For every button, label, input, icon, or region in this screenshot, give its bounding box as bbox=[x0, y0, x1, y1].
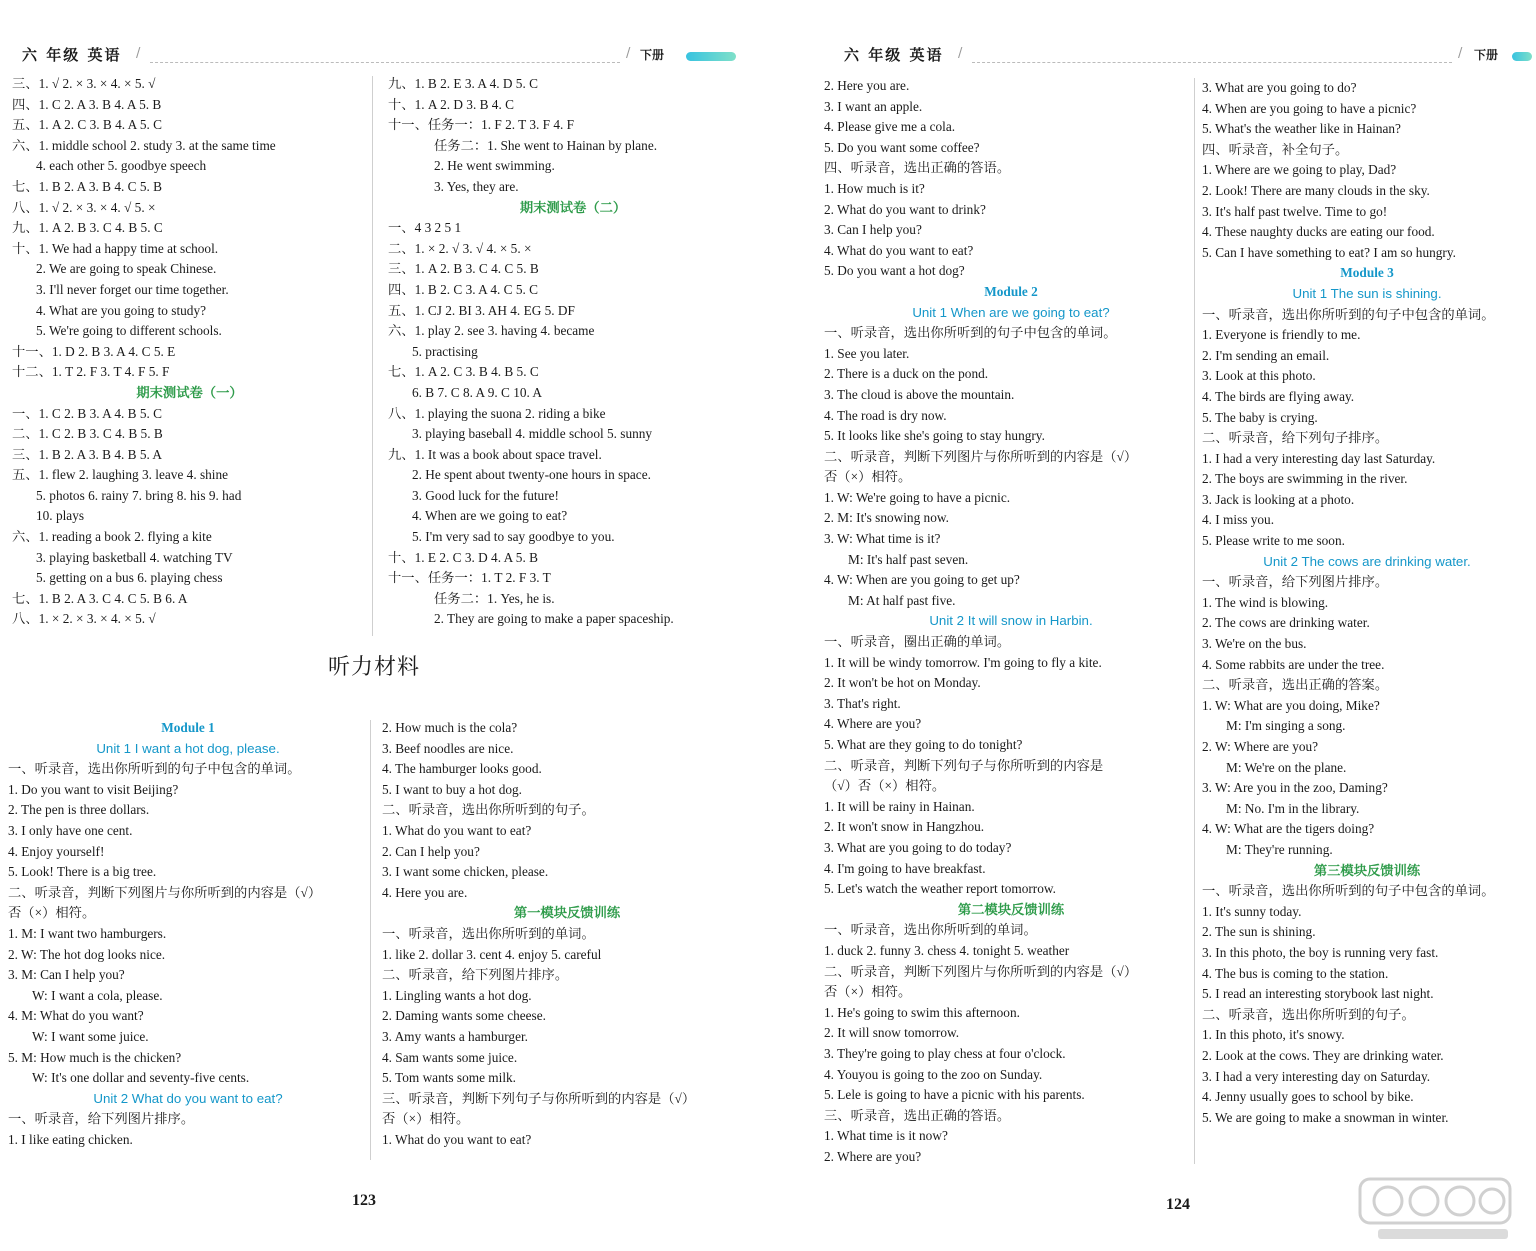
text-line: 5. M: How much is the chicken? bbox=[8, 1049, 182, 1065]
text-line: M: At half past five. bbox=[848, 592, 956, 608]
text-line: 4. Please give me a cola. bbox=[824, 119, 956, 135]
section-heading: Module 2 bbox=[984, 283, 1038, 299]
text-line: 五、1. CJ 2. BI 3. AH 4. EG 5. DF bbox=[388, 302, 575, 318]
text-line: 3. I'll never forget our time together. bbox=[36, 281, 229, 297]
text-line: 4. These naughty ducks are eating our food. bbox=[1202, 224, 1435, 240]
text-line: 4. W: When are you going to get up? bbox=[824, 572, 1020, 588]
text-line: 1. W: We're going to have a picnic. bbox=[824, 489, 1011, 505]
text-line: 3. playing baseball 4. middle school 5. sunny bbox=[412, 426, 653, 442]
text-line: 四、1. B 2. C 3. A 4. C 5. C bbox=[388, 281, 538, 297]
text-line: 1. It's sunny today. bbox=[1202, 903, 1302, 919]
text-line: 4. What do you want to eat? bbox=[824, 242, 974, 258]
text-line: 4. Jenny usually goes to school by bike. bbox=[1202, 1089, 1414, 1105]
text-line: 二、1. C 2. B 3. C 4. B 5. B bbox=[12, 426, 163, 442]
text-line: 七、1. B 2. A 3. C 4. C 5. B 6. A bbox=[12, 590, 188, 606]
text-line: M: We're on the plane. bbox=[1226, 759, 1347, 775]
section-heading: 第二模块反馈训练 bbox=[957, 901, 1065, 917]
text-line: M: I'm singing a song. bbox=[1226, 718, 1346, 734]
column-divider bbox=[1194, 78, 1195, 1164]
text-line: 4. Where are you? bbox=[824, 716, 922, 732]
section-heading: 期末测试卷（一） bbox=[136, 384, 243, 400]
text-line: 2. Look! There are many clouds in the sky. bbox=[1202, 182, 1430, 198]
text-line: 2. The boys are swimming in the river. bbox=[1202, 471, 1408, 487]
header-decoration bbox=[686, 52, 736, 61]
text-line: 4. I miss you. bbox=[1202, 512, 1275, 528]
unit-heading: Unit 2 The cows are drinking water. bbox=[1263, 553, 1471, 569]
header-slash: / bbox=[958, 46, 963, 61]
section-heading: 期末测试卷（二） bbox=[519, 199, 627, 215]
text-line: 4. each other 5. goodbye speech bbox=[36, 158, 207, 174]
text-line: 2. W: The hot dog looks nice. bbox=[8, 946, 166, 962]
text-line: 2. What do you want to drink? bbox=[824, 201, 986, 217]
text-line: 2. Look at the cows. They are drinking water. bbox=[1202, 1047, 1444, 1063]
listening-column-f bbox=[1202, 78, 1532, 1128]
header-slash: / bbox=[136, 46, 141, 61]
text-line: 1. M: I want two hamburgers. bbox=[8, 925, 167, 941]
text-line: 2. We are going to speak Chinese. bbox=[36, 261, 217, 277]
text-line: 否（×）相符。 bbox=[824, 984, 912, 1000]
text-line: 十一、1. D 2. B 3. A 4. C 5. E bbox=[12, 343, 176, 359]
text-line: 一、听录音，选出你所听到的单词。 bbox=[382, 925, 595, 941]
text-line: 3. That's right. bbox=[824, 695, 901, 711]
text-line: 4. W: What are the tigers doing? bbox=[1202, 821, 1375, 837]
text-line: 3. We're on the bus. bbox=[1202, 636, 1307, 652]
text-line: 5. Please write to me soon. bbox=[1202, 533, 1345, 549]
text-line: 5. Tom wants some milk. bbox=[382, 1070, 517, 1086]
text-line: W: It's one dollar and seventy-five cents. bbox=[32, 1070, 250, 1086]
header-volume: 下册 bbox=[640, 48, 665, 62]
text-line: 3. It's half past twelve. Time to go! bbox=[1202, 203, 1388, 219]
text-line: 四、听录音，选出正确的答语。 bbox=[824, 160, 1011, 176]
text-line: 二、1. × 2. √ 3. √ 4. × 5. × bbox=[388, 240, 532, 256]
text-line: 1. Do you want to visit Beijing? bbox=[8, 781, 179, 797]
column-divider bbox=[372, 76, 373, 636]
right-page-header bbox=[768, 44, 1536, 68]
text-line: 5. photos 6. rainy 7. bring 8. his 9. had bbox=[36, 487, 242, 503]
text-line: 4. Some rabbits are under the tree. bbox=[1202, 656, 1385, 672]
page-number: 123 bbox=[352, 1192, 376, 1209]
text-line: 1. W: What are you doing, Mike? bbox=[1202, 697, 1380, 713]
text-line: W: I want a cola, please. bbox=[32, 987, 163, 1003]
text-line: 1. How much is it? bbox=[824, 180, 925, 196]
text-line: 七、1. A 2. C 3. B 4. B 5. C bbox=[388, 364, 539, 380]
text-line: W: I want some juice. bbox=[32, 1028, 149, 1044]
text-line: 3. Jack is looking at a photo. bbox=[1202, 491, 1355, 507]
text-line: 5. Look! There is a big tree. bbox=[8, 864, 157, 880]
text-line: 4. I'm going to have breakfast. bbox=[824, 860, 986, 876]
text-line: （√）否（×）相符。 bbox=[824, 778, 946, 794]
text-line: 5. Let's watch the weather report tomorrow. bbox=[824, 881, 1056, 897]
text-line: 十一、任务一：1. F 2. T 3. F 4. F bbox=[388, 117, 575, 133]
text-line: 1. In this photo, it's snowy. bbox=[1202, 1027, 1345, 1043]
text-line: 八、1. √ 2. × 3. × 4. √ 5. × bbox=[12, 199, 156, 215]
text-line: 2. W: Where are you? bbox=[1202, 739, 1319, 754]
text-line: 一、4 3 2 5 1 bbox=[388, 220, 462, 236]
text-line: 2. There is a duck on the pond. bbox=[824, 366, 989, 382]
column-divider bbox=[370, 720, 371, 1160]
text-line: 3. I want some chicken, please. bbox=[382, 864, 549, 880]
text-line: 十一、任务一：1. T 2. F 3. T bbox=[388, 570, 551, 586]
text-line: 3. What are you going to do today? bbox=[824, 839, 1012, 855]
section-title: 听力材料 bbox=[328, 655, 421, 680]
text-line: 2. M: It's snowing now. bbox=[824, 510, 949, 526]
listening-column-d bbox=[382, 718, 752, 1150]
text-line: 一、听录音，选出你所听到的句子中包含的单词。 bbox=[824, 325, 1117, 341]
text-line: 2. The sun is shining. bbox=[1202, 924, 1316, 940]
text-line: 5. We are going to make a snowman in winter. bbox=[1202, 1109, 1449, 1125]
section-heading: Module 3 bbox=[1340, 265, 1394, 281]
text-line: 三、听录音，选出正确的答语。 bbox=[824, 1107, 1011, 1123]
text-line: 四、1. C 2. A 3. B 4. A 5. B bbox=[12, 96, 162, 112]
text-line: 三、1. B 2. A 3. B 4. B 5. A bbox=[12, 446, 162, 462]
answer-column-b bbox=[388, 74, 758, 630]
text-line: 3. Beef noodles are nice. bbox=[382, 740, 514, 756]
text-line: 六、1. reading a book 2. flying a kite bbox=[12, 529, 212, 545]
text-line: 2. He went swimming. bbox=[434, 158, 555, 174]
text-line: 1. I had a very interesting day last Saturday. bbox=[1202, 450, 1436, 466]
text-line: 十、1. A 2. D 3. B 4. C bbox=[388, 96, 514, 112]
text-line: 十、1. E 2. C 3. D 4. A 5. B bbox=[388, 549, 538, 565]
text-line: 一、听录音，选出你所听到的句子中包含的单词。 bbox=[1202, 306, 1495, 322]
text-line: M: They're running. bbox=[1226, 841, 1333, 857]
text-line: 1. He's going to swim this afternoon. bbox=[824, 1004, 1020, 1020]
text-line: 十、1. We had a happy time at school. bbox=[12, 240, 219, 256]
text-line: 4. When are we going to eat? bbox=[412, 508, 568, 524]
text-line: 5. I want to buy a hot dog. bbox=[382, 781, 522, 797]
text-line: 2. Daming wants some cheese. bbox=[382, 1008, 546, 1024]
unit-heading: Unit 2 It will snow in Harbin. bbox=[929, 613, 1093, 629]
text-line: 1. See you later. bbox=[824, 345, 910, 361]
text-line: 2. It will snow tomorrow. bbox=[824, 1025, 960, 1041]
text-line: 任务二：1. Yes, he is. bbox=[434, 590, 555, 606]
text-line: 3. In this photo, the boy is running very fast. bbox=[1202, 944, 1439, 960]
unit-heading: Unit 1 When are we going to eat? bbox=[912, 304, 1110, 320]
header-slash: / bbox=[1458, 46, 1463, 61]
text-line: 2. The cows are drinking water. bbox=[1202, 615, 1370, 631]
text-line: 1. The wind is blowing. bbox=[1202, 594, 1329, 610]
text-line: 3. What are you going to do? bbox=[1202, 80, 1357, 95]
text-line: 5. I read an interesting storybook last night. bbox=[1202, 986, 1434, 1002]
text-line: 4. M: What do you want? bbox=[8, 1008, 144, 1024]
text-line: 六、1. play 2. see 3. having 4. became bbox=[388, 323, 595, 339]
text-line: 4. Here you are. bbox=[382, 884, 468, 900]
text-line: 5. practising bbox=[412, 343, 478, 359]
text-line: 3. Yes, they are. bbox=[434, 178, 519, 194]
text-line: 5. Do you want some coffee? bbox=[824, 139, 980, 155]
text-line: M: It's half past seven. bbox=[848, 551, 969, 567]
header-decoration bbox=[1512, 52, 1532, 61]
text-line: 否（×）相符。 bbox=[382, 1111, 470, 1127]
text-line: 二、听录音，给下列图片排序。 bbox=[382, 967, 569, 983]
header-title: 六 年级 英语 bbox=[844, 46, 944, 64]
text-line: 2. Where are you? bbox=[824, 1148, 922, 1164]
text-line: 二、听录音，判断下列图片与你所听到的内容是（√） bbox=[824, 448, 1138, 464]
text-line: 3. Good luck for the future! bbox=[412, 487, 559, 503]
text-line: 5. Can I have something to eat? I am so hungry. bbox=[1202, 244, 1456, 260]
text-line: 四、听录音，补全句子。 bbox=[1202, 141, 1349, 157]
text-line: 五、1. flew 2. laughing 3. leave 4. shine bbox=[12, 467, 229, 483]
text-line: 2. It won't snow in Hangzhou. bbox=[824, 819, 985, 835]
text-line: 3. I want an apple. bbox=[824, 98, 923, 114]
listening-column-e bbox=[824, 76, 1198, 1167]
text-line: 一、听录音，选出你所听到的句子中包含的单词。 bbox=[1202, 883, 1495, 899]
text-line: 10. plays bbox=[36, 508, 85, 524]
text-line: 二、听录音，判断下列句子与你所听到的内容是 bbox=[824, 757, 1104, 773]
text-line: 二、听录音，给下列句子排序。 bbox=[1202, 430, 1389, 446]
text-line: 1. Lingling wants a hot dog. bbox=[382, 987, 532, 1003]
text-line: 2. Here you are. bbox=[824, 78, 910, 93]
text-line: 一、听录音，圈出正确的单词。 bbox=[824, 634, 1011, 650]
text-line: 二、听录音，选出你所听到的句子。 bbox=[382, 802, 595, 818]
header-slash: / bbox=[626, 46, 631, 61]
text-line: 2. How much is the cola? bbox=[382, 720, 518, 735]
text-line: 三、听录音，判断下列句子与你所听到的内容是（√） bbox=[382, 1090, 696, 1106]
text-line: 4. Youyou is going to the zoo on Sunday. bbox=[824, 1066, 1043, 1082]
text-line: 二、听录音，选出你所听到的句子。 bbox=[1202, 1006, 1415, 1022]
text-line: 3. W: Are you in the zoo, Daming? bbox=[1202, 780, 1388, 796]
text-line: 一、1. C 2. B 3. A 4. B 5. C bbox=[12, 405, 162, 421]
text-line: 5. I'm very sad to say goodbye to you. bbox=[412, 529, 615, 545]
text-line: 3. I only have one cent. bbox=[8, 822, 133, 838]
answer-column-a bbox=[12, 74, 367, 630]
left-page-header bbox=[0, 44, 768, 68]
text-line: 2. The pen is three dollars. bbox=[8, 802, 150, 818]
text-line: 3. I had a very interesting day on Saturday. bbox=[1202, 1068, 1431, 1084]
text-line: 六、1. middle school 2. study 3. at the same time bbox=[12, 137, 276, 153]
text-line: 二、听录音，判断下列图片与你所听到的内容是（√） bbox=[8, 884, 322, 900]
text-line: 3. The cloud is above the mountain. bbox=[824, 386, 1015, 402]
text-line: 八、1. playing the suona 2. riding a bike bbox=[388, 405, 606, 421]
section-heading: 第一模块反馈训练 bbox=[513, 905, 621, 921]
text-line: 4. What are you going to study? bbox=[36, 302, 206, 318]
text-line: 3. M: Can I help you? bbox=[8, 967, 125, 983]
text-line: 九、1. B 2. E 3. A 4. D 5. C bbox=[388, 76, 538, 91]
text-line: 5. It looks like she's going to stay hungry. bbox=[824, 428, 1045, 444]
section-heading: Module 1 bbox=[161, 720, 215, 735]
text-line: 5. getting on a bus 6. playing chess bbox=[36, 570, 223, 586]
text-line: 5. What's the weather like in Hainan? bbox=[1202, 121, 1401, 137]
text-line: 一、听录音，给下列图片排序。 bbox=[1202, 574, 1389, 590]
text-line: 二、听录音，选出正确的答案。 bbox=[1202, 677, 1389, 693]
text-line: 1. What do you want to eat? bbox=[382, 1131, 532, 1147]
text-line: 4. Sam wants some juice. bbox=[382, 1049, 518, 1065]
text-line: 5. Lele is going to have a picnic with his parents. bbox=[824, 1087, 1085, 1103]
section-heading: 第三模块反馈训练 bbox=[1313, 862, 1421, 878]
text-line: 4. The bus is coming to the station. bbox=[1202, 965, 1389, 981]
text-line: 5. We're going to different schools. bbox=[36, 323, 222, 339]
text-line: 4. The hamburger looks good. bbox=[382, 761, 542, 777]
text-line: 二、听录音，判断下列图片与你所听到的内容是（√） bbox=[824, 963, 1138, 979]
text-line: 否（×）相符。 bbox=[824, 469, 912, 485]
text-line: 4. The birds are flying away. bbox=[1202, 388, 1355, 404]
text-line: 3. Amy wants a hamburger. bbox=[382, 1028, 528, 1044]
header-rule bbox=[150, 62, 620, 63]
text-line: 4. The road is dry now. bbox=[824, 407, 947, 423]
text-line: 3. Look at this photo. bbox=[1202, 368, 1316, 384]
text-line: 2. They are going to make a paper spaceship. bbox=[434, 611, 674, 627]
header-title: 六 年级 英语 bbox=[22, 46, 122, 64]
text-line: 一、听录音，选出你所听到的单词。 bbox=[824, 922, 1037, 938]
unit-heading: Unit 2 What do you want to eat? bbox=[93, 1090, 283, 1106]
text-line: 1. What do you want to eat? bbox=[382, 822, 532, 838]
text-line: 2. He spent about twenty-one hours in space. bbox=[412, 467, 651, 483]
text-line: 1. I like eating chicken. bbox=[8, 1131, 133, 1147]
text-line: 3. Can I help you? bbox=[824, 222, 922, 238]
text-line: 3. W: What time is it? bbox=[824, 531, 941, 547]
text-line: 5. The baby is crying. bbox=[1202, 409, 1318, 425]
text-line: 三、1. A 2. B 3. C 4. C 5. B bbox=[388, 261, 539, 277]
listening-column-c bbox=[8, 718, 368, 1150]
text-line: 4. Enjoy yourself! bbox=[8, 843, 105, 859]
watermark-logo bbox=[1358, 1175, 1528, 1245]
text-line: 2. It won't be hot on Monday. bbox=[824, 675, 981, 691]
text-line: 1. It will be windy tomorrow. I'm going to fly a kite. bbox=[824, 654, 1102, 670]
text-line: 3. playing basketball 4. watching TV bbox=[36, 549, 233, 565]
text-line: 七、1. B 2. A 3. B 4. C 5. B bbox=[12, 178, 162, 194]
text-line: 三、1. √ 2. × 3. × 4. × 5. √ bbox=[12, 76, 156, 91]
text-line: 任务二：1. She went to Hainan by plane. bbox=[434, 137, 658, 153]
text-line: 2. I'm sending an email. bbox=[1202, 347, 1330, 363]
text-line: 1. like 2. dollar 3. cent 4. enjoy 5. careful bbox=[382, 946, 602, 962]
text-line: 6. B 7. C 8. A 9. C 10. A bbox=[412, 384, 543, 400]
right-page bbox=[768, 0, 1536, 1251]
text-line: 1. Where are we going to play, Dad? bbox=[1202, 162, 1397, 178]
text-line: 4. When are you going to have a picnic? bbox=[1202, 100, 1417, 116]
text-line: 九、1. It was a book about space travel. bbox=[388, 446, 602, 462]
text-line: 一、听录音，选出你所听到的句子中包含的单词。 bbox=[8, 761, 301, 777]
text-line: 五、1. A 2. C 3. B 4. A 5. C bbox=[12, 117, 162, 133]
text-line: 否（×）相符。 bbox=[8, 905, 96, 921]
text-line: 1. duck 2. funny 3. chess 4. tonight 5. weather bbox=[824, 942, 1070, 958]
text-line: 5. Do you want a hot dog? bbox=[824, 263, 965, 279]
text-line: 1. What time is it now? bbox=[824, 1128, 948, 1144]
text-line: 九、1. A 2. B 3. C 4. B 5. C bbox=[12, 220, 163, 236]
text-line: 十二、1. T 2. F 3. T 4. F 5. F bbox=[12, 364, 170, 380]
text-line: 5. What are they going to do tonight? bbox=[824, 737, 1023, 752]
header-volume: 下册 bbox=[1474, 48, 1499, 62]
page-number: 124 bbox=[1166, 1196, 1190, 1213]
text-line: M: No. I'm in the library. bbox=[1226, 800, 1360, 816]
text-line: 八、1. × 2. × 3. × 4. × 5. √ bbox=[12, 611, 156, 627]
text-line: 1. Everyone is friendly to me. bbox=[1202, 327, 1361, 343]
unit-heading: Unit 1 I want a hot dog, please. bbox=[96, 740, 280, 756]
text-line: 3. They're going to play chess at four o'clock. bbox=[824, 1045, 1066, 1061]
text-line: 1. It will be rainy in Hainan. bbox=[824, 798, 975, 814]
text-line: 2. Can I help you? bbox=[382, 843, 480, 859]
text-line: 一、听录音，给下列图片排序。 bbox=[8, 1111, 195, 1127]
unit-heading: Unit 1 The sun is shining. bbox=[1292, 285, 1442, 301]
header-rule bbox=[972, 62, 1452, 63]
